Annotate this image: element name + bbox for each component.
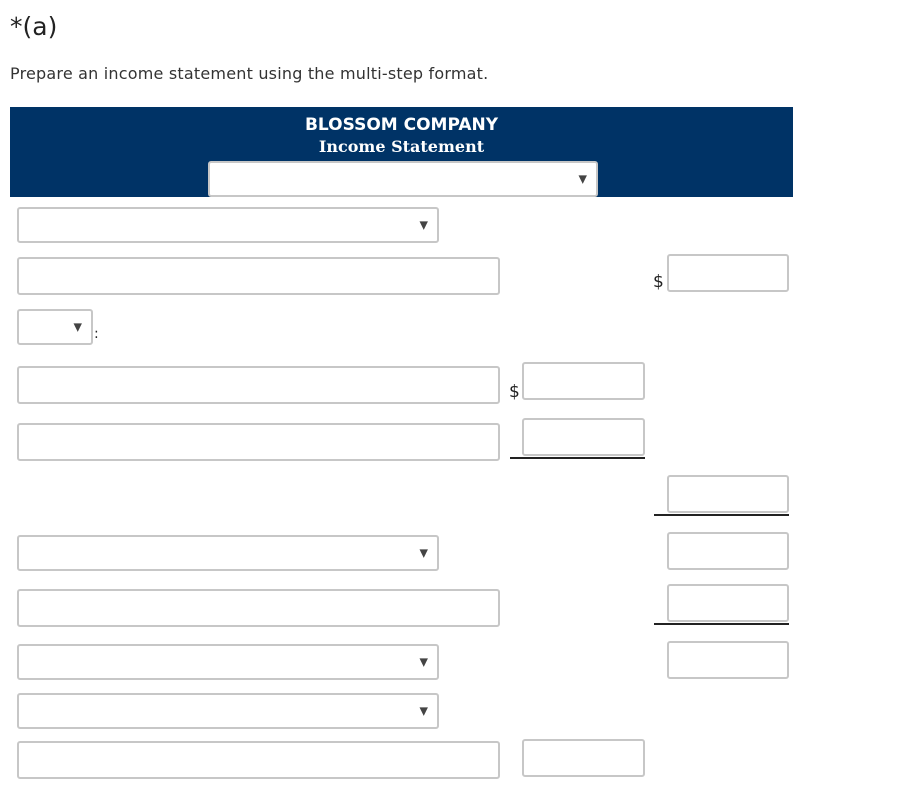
- line-2-amount[interactable]: [667, 254, 789, 292]
- subtotal-rule: [654, 514, 789, 516]
- line-7-select[interactable]: [17, 535, 439, 571]
- line-5-input[interactable]: [17, 423, 500, 461]
- statement-title: Income Statement: [318, 137, 485, 156]
- line-5-amount[interactable]: [522, 418, 645, 456]
- line-1-select[interactable]: [17, 207, 439, 243]
- line-6-amount[interactable]: [667, 475, 789, 513]
- company-name: BLOSSOM COMPANY: [304, 115, 499, 135]
- line-9-amount[interactable]: [667, 641, 789, 679]
- line-8-input[interactable]: [17, 589, 500, 627]
- line-3-select[interactable]: [17, 309, 93, 345]
- line-10-select[interactable]: [17, 693, 439, 729]
- line-11-input[interactable]: [17, 741, 500, 779]
- part-label: *(a): [10, 12, 58, 41]
- line-8-amount[interactable]: [667, 584, 789, 622]
- line-11-amount[interactable]: [522, 739, 645, 777]
- line-4-input[interactable]: [17, 366, 500, 404]
- period-select[interactable]: [208, 161, 598, 197]
- subtotal-rule: [510, 457, 645, 459]
- colon-mark: :: [94, 326, 99, 342]
- line-9-select[interactable]: [17, 644, 439, 680]
- dollar-sign: $: [653, 272, 664, 292]
- line-7-amount[interactable]: [667, 532, 789, 570]
- line-2-input[interactable]: [17, 257, 500, 295]
- subtotal-rule: [654, 623, 789, 625]
- line-4-amount[interactable]: [522, 362, 645, 400]
- dollar-sign: $: [509, 382, 520, 402]
- instruction-text: Prepare an income statement using the multi-step format.: [10, 64, 489, 83]
